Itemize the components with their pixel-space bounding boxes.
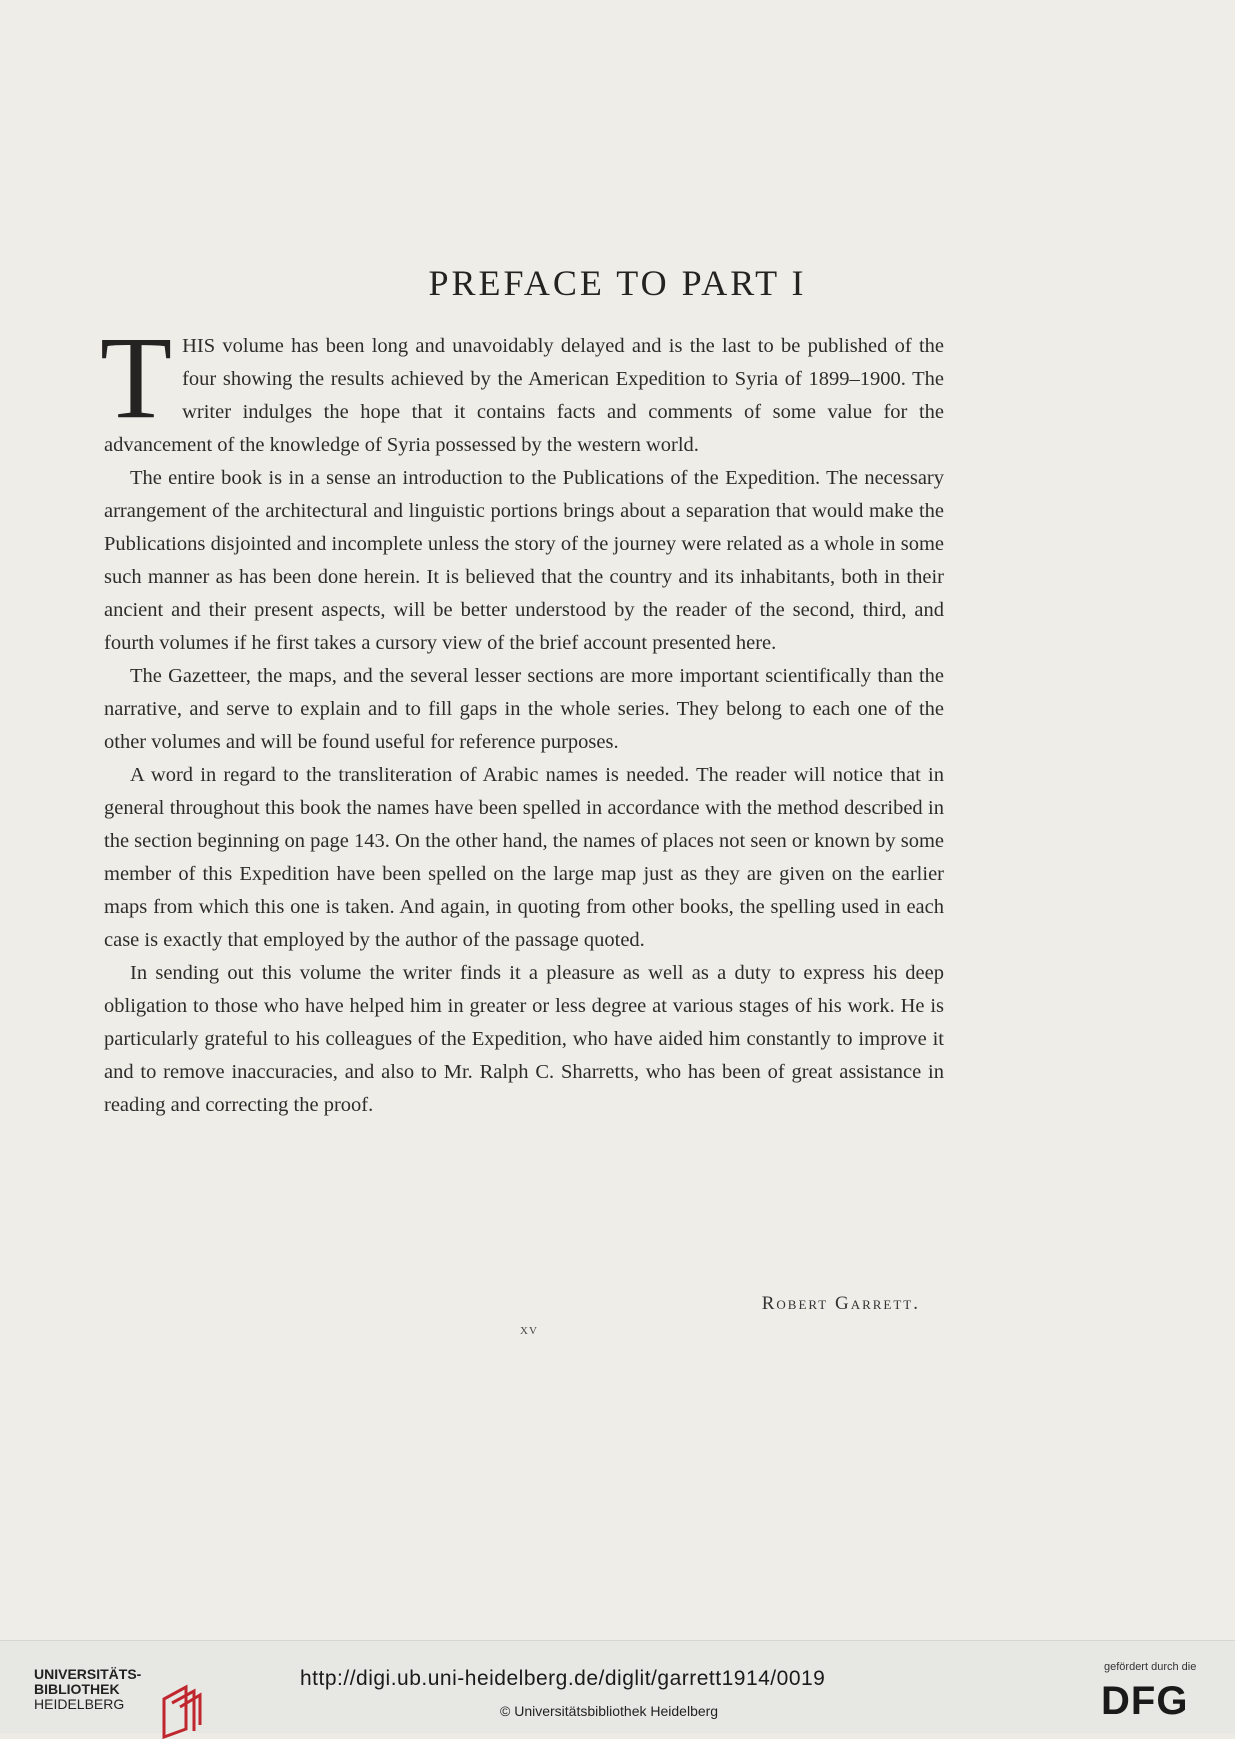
dfg-logo[interactable]: DFG	[1101, 1679, 1189, 1723]
library-name-line2: BIBLIOTHEK	[34, 1681, 120, 1697]
funding-caption: gefördert durch die	[1104, 1661, 1197, 1673]
digitization-footer	[0, 1640, 1235, 1733]
permalink-url[interactable]: http://digi.ub.uni-heidelberg.de/diglit/garrett1914/0019	[300, 1667, 826, 1690]
library-logo[interactable]	[34, 1667, 174, 1717]
copyright-notice: © Universitätsbibliothek Heidelberg	[500, 1703, 719, 1719]
library-emblem-icon	[158, 1681, 204, 1739]
library-name	[34, 1667, 174, 1712]
library-name-line3: HEIDELBERG	[34, 1696, 125, 1712]
paragraph-1-text: HIS volume has been long and unavoidably delayed and is the last to be published of the four showing the results achieved by the American Expedition to Syria of 1899–1900. The writer indulges the hope that it contains facts and comments of some value for the advancement of the knowledge of Syria possessed by the western world.	[104, 335, 944, 456]
page-title: PREFACE TO PART I	[428, 263, 807, 303]
library-name-line1: UNIVERSITÄTS-	[34, 1666, 142, 1682]
paragraph-5: In sending out this volume the writer finds it a pleasure as well as a duty to express his deep obligation to those who have helped him in greater or less degree at various stages of his work. He is particularly grateful to his colleagues of the Expedition, who have aided him constantly to improve it and to remove inaccuracies, and also to Mr. Ralph C. Sharretts, who has been of great assistance in reading and correcting the proof.	[104, 962, 944, 1116]
preface-body	[100, 312, 944, 1122]
paragraph-2: The entire book is in a sense an introduction to the Publications of the Expedition. The necessary arrangement of the architectural and linguistic portions brings about a separation that would make the Publications disjointed and incomplete unless the story of the journey were related as a whole in some such manner as has been done herein. It is believed that the country and its inhabitants, both in their ancient and their present aspects, will be better understood by the reader of the second, third, and fourth volumes if he first takes a cursory view of the brief account presented here.	[104, 467, 944, 654]
paragraph-4: A word in regard to the transliteration of Arabic names is needed. The reader will notice that in general throughout this book the names have been spelled in accordance with the method described in the section beginning on page 143. On the other hand, the names of places not seen or known by some member of this Expedition have been spelled on the large map just as they are given on the earlier maps from which this one is taken. And again, in quoting from other books, the spelling used in each case is exactly that employed by the author of the passage quoted.	[104, 764, 944, 951]
paragraph-3: The Gazetteer, the maps, and the several lesser sections are more important scientifically than the narrative, and serve to explain and to fill gaps in the whole series. They belong to each one of the other volumes and will be found useful for reference purposes.	[104, 665, 944, 753]
drop-cap: T	[100, 312, 173, 443]
paragraph-1	[100, 312, 944, 462]
author-signature: Robert Garrett.	[761, 1293, 920, 1314]
page-number: xv	[520, 1322, 538, 1338]
